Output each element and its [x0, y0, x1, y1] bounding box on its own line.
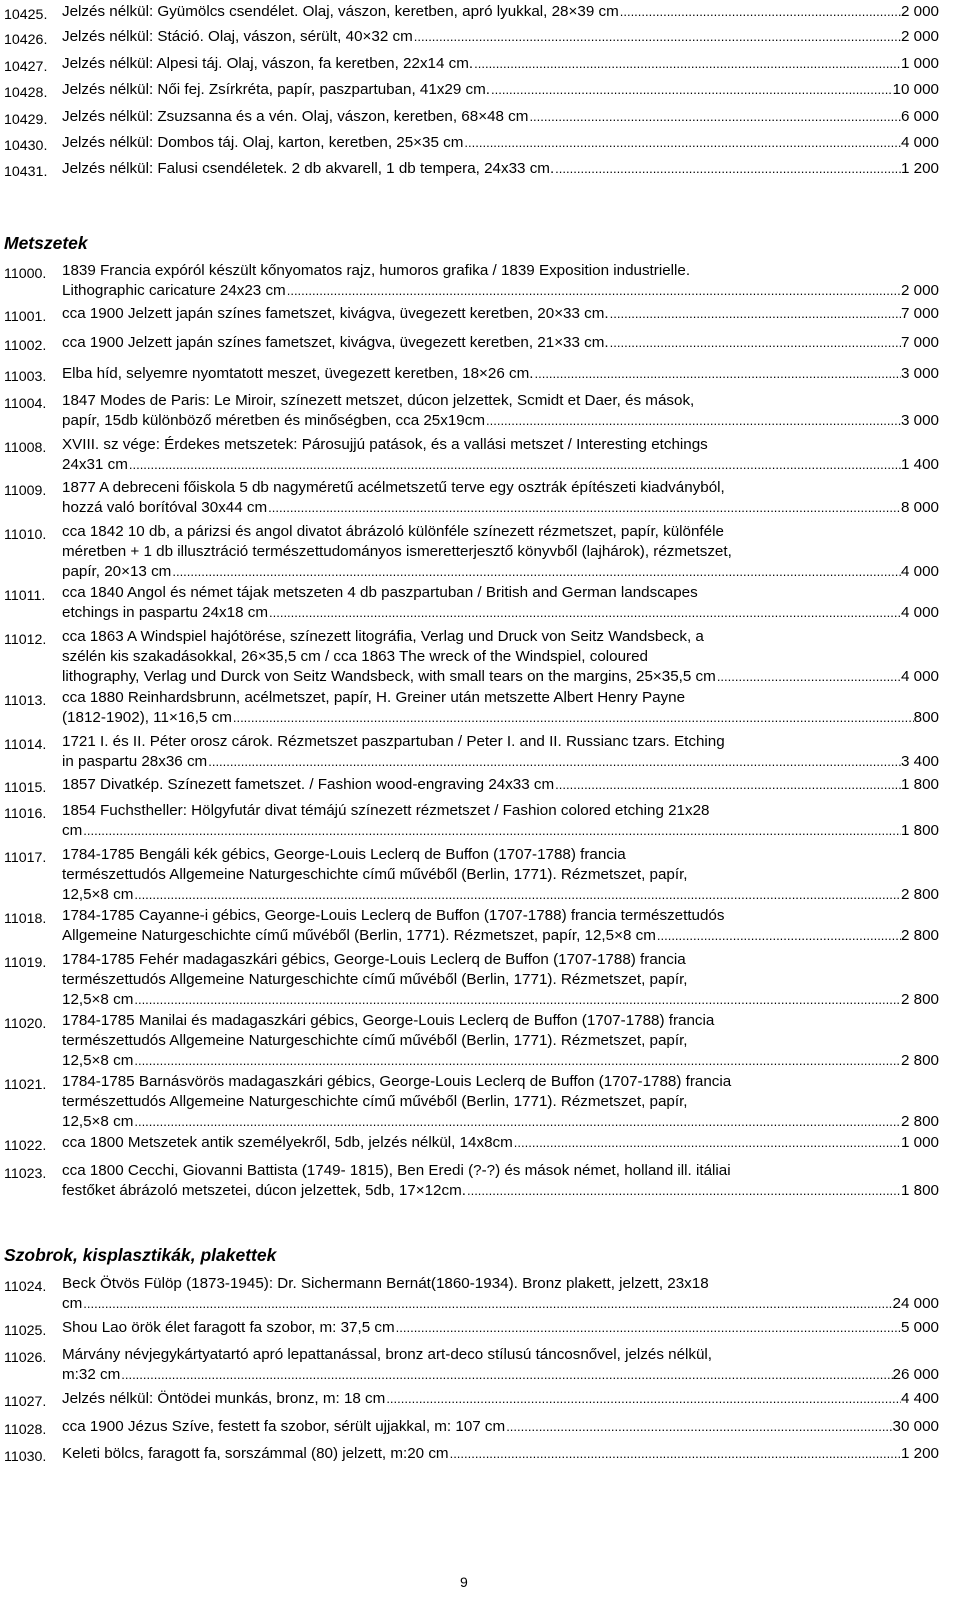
item-price: 1 000 [900, 55, 939, 72]
item-price: 1 800 [900, 776, 939, 793]
description-line [62, 1092, 939, 1112]
description-line [62, 562, 939, 582]
description-line [62, 1417, 939, 1437]
item-description [62, 304, 939, 324]
item-price: 4 000 [900, 134, 939, 151]
item-price: 800 [913, 709, 939, 726]
item-description [62, 1072, 939, 1132]
description-text: Elba híd, selyemre nyomtatott meszet, üvegezett keretben, 18×26 cm. [62, 365, 534, 382]
dot-leader [619, 2, 901, 22]
description-line [62, 775, 939, 795]
dot-leader [449, 1444, 901, 1464]
description-line [62, 1318, 939, 1338]
description-text: cca 1842 10 db, a párizsi és angol divatot ábrázoló különféle színezett rézmetszet, papír, különféle [62, 523, 724, 540]
description-text: Jelzés nélkül: Gyümölcs csendélet. Olaj, vászon, keretben, apró lyukkal, 28×39 cm [62, 3, 619, 20]
description-line [62, 926, 939, 946]
item-description [62, 1133, 939, 1153]
catalog-item [4, 1133, 939, 1153]
description-text: 12,5×8 cm [62, 886, 134, 903]
item-price: 1 200 [900, 1445, 939, 1462]
item-price: 4 400 [900, 1390, 939, 1407]
catalog-item [4, 627, 939, 687]
description-text: Jelzés nélkül: Alpesi táj. Olaj, vászon, fa keretben, 22x14 cm. [62, 55, 474, 72]
catalog-item [4, 845, 939, 905]
description-text: etchings in paspartu 24x18 cm [62, 604, 268, 621]
catalog-item [4, 775, 939, 795]
item-description [62, 80, 939, 100]
catalog-item [4, 522, 939, 582]
item-description [62, 435, 939, 475]
description-text: 1784-1785 Barnásvörös madagaszkári gébics, George-Louis Leclerq de Buffon (1707-1788) francia [62, 1073, 732, 1090]
item-price: 7 000 [900, 305, 939, 322]
item-description [62, 107, 939, 127]
dot-leader [485, 411, 901, 431]
item-description [62, 732, 939, 772]
description-line [62, 1011, 939, 1031]
catalog-item [4, 1444, 939, 1464]
description-text: cca 1800 Metszetek antik személyekről, 5db, jelzés nélkül, 14x8cm [62, 1134, 513, 1151]
description-text: 1877 A debreceni főiskola 5 db nagyméretű acélmetszetű terve egy osztrák építészeti kiadványból, [62, 479, 725, 496]
item-description [62, 583, 939, 623]
description-line [62, 411, 939, 431]
catalog-item [4, 1072, 939, 1132]
description-text: Keleti bölcs, faragott fa, sorszámmal (80) jelzett, m:20 cm [62, 1445, 449, 1462]
item-description [62, 845, 939, 905]
description-text: papír, 15db különböző méretben és minőségben, cca 25x19cm [62, 412, 485, 429]
item-price: 3 400 [900, 753, 939, 770]
dot-leader [533, 364, 901, 384]
item-number: 11019. [4, 955, 47, 971]
item-number: 11011. [4, 588, 46, 604]
item-number: 11024. [4, 1279, 47, 1295]
item-price: 30 000 [892, 1418, 939, 1435]
description-text: lithography, Verlag und Durck von Seitz Wandsbeck, with small tears on the margins, 25×35,5 cm [62, 668, 716, 685]
description-line [62, 80, 939, 100]
description-text: 1784-1785 Manilai és madagaszkári gébics, George-Louis Leclerq de Buffon (1707-1788) francia [62, 1012, 715, 1029]
item-number: 11022. [4, 1138, 47, 1154]
description-line [62, 801, 939, 821]
item-description [62, 1389, 939, 1409]
item-price: 2 800 [900, 991, 939, 1008]
description-text: cca 1840 Angol és német tájak metszeten 4 db paszpartuban / British and German landscapes [62, 584, 698, 601]
item-description [62, 391, 939, 431]
description-text: természettudós Allgemeine Naturgeschichte című művéből (Berlin, 1771). Rézmetszet, papír, [62, 1093, 688, 1110]
dot-leader [385, 1389, 901, 1409]
description-line [62, 1345, 939, 1365]
item-price: 8 000 [900, 499, 939, 516]
catalog-item [4, 1417, 939, 1437]
dot-leader [232, 708, 914, 728]
description-line [62, 2, 939, 22]
catalog-item [4, 80, 939, 100]
section-heading: Metszetek [4, 233, 88, 253]
description-text: Shou Lao örök élet faragott fa szobor, m: 37,5 cm [62, 1319, 395, 1336]
dot-leader [133, 990, 901, 1010]
description-text: Jelzés nélkül: Női fej. Zsírkréta, papír, paszpartuban, 41x29 cm. [62, 81, 490, 98]
dot-leader [133, 885, 901, 905]
catalog-item [4, 1011, 939, 1071]
item-description [62, 159, 939, 179]
description-line [62, 845, 939, 865]
item-description [62, 2, 939, 22]
description-line [62, 1294, 939, 1314]
description-line [62, 627, 939, 647]
description-text: 24x31 cm [62, 456, 128, 473]
description-text: Jelzés nélkül: Zsuzsanna és a vén. Olaj, vászon, keretben, 68×48 cm [62, 108, 529, 125]
item-price: 5 000 [900, 1319, 939, 1336]
item-price: 6 000 [900, 108, 939, 125]
item-number: 11015. [4, 780, 47, 796]
dot-leader [554, 159, 901, 179]
item-description [62, 1274, 939, 1314]
description-text: 1854 Fuchstheller: Hölgyfutár divat témájú színezett rézmetszet / Fashion colored etching 21x28 [62, 802, 710, 819]
item-description [62, 1011, 939, 1071]
dot-leader [490, 80, 893, 100]
catalog-item [4, 801, 939, 841]
description-text: cca 1900 Jelzett japán színes fametszet, kivágva, üvegezett keretben, 21×33 cm. [62, 334, 609, 351]
item-number: 11008. [4, 440, 47, 456]
catalog-item [4, 1274, 939, 1314]
description-text: in paspartu 28x36 cm [62, 753, 208, 770]
catalog-item [4, 1161, 939, 1201]
item-price: 10 000 [892, 81, 939, 98]
catalog-item [4, 133, 939, 153]
item-description [62, 1318, 939, 1338]
description-text: 12,5×8 cm [62, 1113, 134, 1130]
catalog-item [4, 435, 939, 475]
description-text: természettudós Allgemeine Naturgeschichte című művéből (Berlin, 1771). Rézmetszet, papír, [62, 1032, 688, 1049]
item-number: 11021. [4, 1077, 47, 1093]
catalog-item [4, 732, 939, 772]
description-text: 1721 I. és II. Péter orosz cárok. Rézmetszet paszpartuban / Peter I. and II. Russianc tzars. Etching [62, 733, 725, 750]
item-price: 1 400 [900, 456, 939, 473]
dot-leader [505, 1417, 892, 1437]
item-number: 10425. [4, 7, 48, 23]
description-text: 12,5×8 cm [62, 991, 134, 1008]
catalog-item [4, 906, 939, 946]
description-line [62, 304, 939, 324]
dot-leader [513, 1133, 901, 1153]
description-line [62, 1072, 939, 1092]
description-text: m:32 cm [62, 1366, 121, 1383]
catalog-item [4, 1389, 939, 1409]
catalog-item [4, 583, 939, 623]
item-number: 11009. [4, 483, 47, 499]
item-price: 1 800 [900, 822, 939, 839]
dot-leader [463, 133, 901, 153]
description-line [62, 647, 939, 667]
description-line [62, 1112, 939, 1132]
description-text: 12,5×8 cm [62, 1052, 134, 1069]
description-line [62, 667, 939, 687]
description-text: hozzá való borítóval 30x44 cm [62, 499, 268, 516]
item-description [62, 688, 939, 728]
description-text: festőket ábrázoló metszetei, dúcon jelzettek, 5db, 17×12cm. [62, 1182, 466, 1199]
item-price: 3 000 [900, 412, 939, 429]
item-description [62, 1417, 939, 1437]
catalog-item [4, 333, 939, 353]
dot-leader [286, 281, 901, 301]
item-price: 2 000 [900, 28, 939, 45]
item-description [62, 801, 939, 841]
dot-leader [473, 54, 901, 74]
description-line [62, 970, 939, 990]
item-description [62, 27, 939, 47]
description-text: Allgemeine Naturgeschichte című művéből (Berlin, 1771). Rézmetszet, papír, 12,5×8 cm [62, 927, 656, 944]
item-number: 10430. [4, 138, 48, 154]
item-number: 11020. [4, 1016, 47, 1032]
catalog-item [4, 478, 939, 518]
description-text: cca 1800 Cecchi, Giovanni Battista (1749- 1815), Ben Eredi (?-?) és mások német, holland ill. itáliai [62, 1162, 731, 1179]
description-line [62, 54, 939, 74]
dot-leader [171, 562, 901, 582]
description-text: Jelzés nélkül: Öntödei munkás, bronz, m: 18 cm [62, 1390, 386, 1407]
item-number: 11023. [4, 1166, 47, 1182]
item-description [62, 1161, 939, 1201]
item-price: 2 800 [900, 886, 939, 903]
item-description [62, 364, 939, 384]
description-line [62, 583, 939, 603]
item-number: 11028. [4, 1422, 47, 1438]
dot-leader [413, 27, 901, 47]
item-number: 10427. [4, 59, 48, 75]
description-line [62, 455, 939, 475]
item-number: 10428. [4, 85, 48, 101]
description-line [62, 821, 939, 841]
description-text: Márvány névjegykártyatartó apró lepattanással, bronz art-deco stílusú táncosnővel, jelzés nélkül, [62, 1346, 713, 1363]
item-description [62, 333, 939, 353]
item-number: 11017. [4, 850, 47, 866]
item-price: 26 000 [892, 1366, 939, 1383]
description-text: cca 1863 A Windspiel hajótörése, színezett litográfia, Verlag und Druck von Seitz Wandsbeck, a [62, 628, 704, 645]
dot-leader [120, 1365, 892, 1385]
dot-leader [207, 752, 901, 772]
dot-leader [133, 1051, 901, 1071]
description-text: 1857 Divatkép. Színezett fametszet. / Fashion wood-engraving 24x33 cm [62, 776, 555, 793]
description-line [62, 1274, 939, 1294]
dot-leader [395, 1318, 901, 1338]
description-line [62, 391, 939, 411]
description-line [62, 281, 939, 301]
item-number: 11016. [4, 806, 47, 822]
item-description [62, 627, 939, 687]
description-line [62, 885, 939, 905]
description-text: természettudós Allgemeine Naturgeschichte című művéből (Berlin, 1771). Rézmetszet, papír, [62, 971, 688, 988]
description-line [62, 688, 939, 708]
item-price: 4 000 [900, 604, 939, 621]
item-description [62, 1345, 939, 1385]
item-number: 11026. [4, 1350, 47, 1366]
description-text: Lithographic caricature 24x23 cm [62, 282, 286, 299]
description-line [62, 752, 939, 772]
description-line [62, 133, 939, 153]
item-number: 11014. [4, 737, 47, 753]
catalog-item [4, 688, 939, 728]
item-number: 11012. [4, 632, 47, 648]
description-text: cm [62, 822, 83, 839]
description-line [62, 1161, 939, 1181]
description-text: méretben + 1 db illusztráció természettudományos ismeretterjesztő könyvből (lajhárok), rézmetszet, [62, 543, 732, 560]
dot-leader [268, 603, 901, 623]
item-number: 11003. [4, 369, 47, 385]
catalog-item [4, 1318, 939, 1338]
description-text: 1839 Francia expóról készült kőnyomatos rajz, humoros grafika / 1839 Exposition industrielle. [62, 262, 691, 279]
item-number: 11018. [4, 911, 47, 927]
description-line [62, 478, 939, 498]
description-line [62, 333, 939, 353]
description-line [62, 990, 939, 1010]
item-price: 2 800 [900, 927, 939, 944]
description-text: XVIII. sz vége: Érdekes metszetek: Párosujjú patások, és a vallási metszet / Interesting etchings [62, 436, 708, 453]
description-line [62, 435, 939, 455]
catalog-item [4, 27, 939, 47]
description-text: Jelzés nélkül: Falusi csendéletek. 2 db akvarell, 1 db tempera, 24x33 cm. [62, 160, 555, 177]
item-description [62, 775, 939, 795]
item-number: 11027. [4, 1394, 47, 1410]
item-price: 7 000 [900, 334, 939, 351]
description-line [62, 708, 939, 728]
dot-leader [609, 304, 901, 324]
description-line [62, 261, 939, 281]
dot-leader [82, 821, 901, 841]
item-description [62, 1444, 939, 1464]
description-line [62, 1181, 939, 1201]
description-text: 1784-1785 Bengáli kék gébics, George-Louis Leclerq de Buffon (1707-1788) francia [62, 846, 626, 863]
catalog-item [4, 1345, 939, 1385]
description-line [62, 865, 939, 885]
catalog-item [4, 107, 939, 127]
item-price: 2 000 [900, 282, 939, 299]
catalog-item [4, 54, 939, 74]
catalog-item [4, 304, 939, 324]
item-number: 11025. [4, 1323, 47, 1339]
description-text: természettudós Allgemeine Naturgeschichte című művéből (Berlin, 1771). Rézmetszet, papír, [62, 866, 688, 883]
dot-leader [82, 1294, 892, 1314]
description-text: szélén kis szakadásokkal, 26×35,5 cm / cca 1863 The wreck of the Windspiel, coloured [62, 648, 649, 665]
description-text: cca 1880 Reinhardsbrunn, acélmetszet, papír, H. Greiner után metszette Albert Henry Payne [62, 689, 686, 706]
catalog-item [4, 950, 939, 1010]
item-description [62, 478, 939, 518]
item-description [62, 950, 939, 1010]
description-line [62, 906, 939, 926]
item-number: 10429. [4, 112, 48, 128]
dot-leader [466, 1181, 901, 1201]
item-price: 2 800 [900, 1052, 939, 1069]
item-description [62, 522, 939, 582]
description-line [62, 498, 939, 518]
item-price: 1 800 [900, 1182, 939, 1199]
catalog-item [4, 2, 939, 22]
item-description [62, 133, 939, 153]
description-line [62, 603, 939, 623]
item-number: 11001. [4, 309, 47, 325]
dot-leader [133, 1112, 901, 1132]
description-line [62, 732, 939, 752]
description-text: cca 1900 Jelzett japán színes fametszet, kivágva, üvegezett keretben, 20×33 cm. [62, 305, 609, 322]
dot-leader [128, 455, 901, 475]
description-line [62, 1051, 939, 1071]
description-text: Jelzés nélkül: Stáció. Olaj, vászon, sérült, 40×32 cm [62, 28, 413, 45]
item-price: 2 800 [900, 1113, 939, 1130]
catalog-item [4, 391, 939, 431]
dot-leader [716, 667, 901, 687]
description-line [62, 107, 939, 127]
item-number: 11010. [4, 527, 47, 543]
description-line [62, 1365, 939, 1385]
item-number: 11000. [4, 266, 47, 282]
item-price: 1 200 [900, 160, 939, 177]
dot-leader [609, 333, 901, 353]
description-text: 1784-1785 Cayanne-i gébics, George-Louis Leclerq de Buffon (1707-1788) francia természettudós [62, 907, 725, 924]
item-number: 11004. [4, 396, 47, 412]
description-line [62, 522, 939, 542]
description-line [62, 1031, 939, 1051]
description-text: 1847 Modes de Paris: Le Miroir, színezett metszet, dúcon jelzettek, Scmidt et Daer, és mások, [62, 392, 695, 409]
item-description [62, 261, 939, 301]
item-price: 4 000 [900, 668, 939, 685]
catalog-item [4, 364, 939, 384]
section-heading: Szobrok, kisplasztikák, plakettek [4, 1245, 277, 1265]
description-line [62, 1133, 939, 1153]
item-number: 10431. [4, 164, 48, 180]
description-text: papír, 20×13 cm [62, 563, 172, 580]
description-line [62, 364, 939, 384]
dot-leader [528, 107, 901, 127]
description-line [62, 542, 939, 562]
item-number: 11013. [4, 693, 47, 709]
item-number: 10426. [4, 32, 48, 48]
catalog-item [4, 159, 939, 179]
dot-leader [267, 498, 901, 518]
description-text: 1784-1785 Fehér madagaszkári gébics, George-Louis Leclerq de Buffon (1707-1788) francia [62, 951, 686, 968]
item-price: 3 000 [900, 365, 939, 382]
catalog-item [4, 261, 939, 301]
description-text: Jelzés nélkül: Dombos táj. Olaj, karton, keretben, 25×35 cm [62, 134, 464, 151]
item-description [62, 54, 939, 74]
page-number: 9 [460, 1574, 468, 1590]
description-line [62, 1389, 939, 1409]
description-line [62, 950, 939, 970]
description-text: (1812-1902), 11×16,5 cm [62, 709, 232, 726]
description-line [62, 27, 939, 47]
item-price: 2 000 [900, 3, 939, 20]
description-line [62, 159, 939, 179]
description-text: cm [62, 1295, 83, 1312]
item-price: 1 000 [900, 1134, 939, 1151]
dot-leader [554, 775, 901, 795]
dot-leader [656, 926, 901, 946]
item-price: 24 000 [892, 1295, 939, 1312]
item-price: 4 000 [900, 563, 939, 580]
item-number: 11030. [4, 1449, 47, 1465]
item-number: 11002. [4, 338, 47, 354]
item-description [62, 906, 939, 946]
description-text: cca 1900 Jézus Szíve, festett fa szobor, sérült ujjakkal, m: 107 cm [62, 1418, 506, 1435]
description-line [62, 1444, 939, 1464]
description-text: Beck Ötvös Fülöp (1873-1945): Dr. Sichermann Bernát(1860-1934). Bronz plakett, jelzett, 23x18 [62, 1275, 709, 1292]
